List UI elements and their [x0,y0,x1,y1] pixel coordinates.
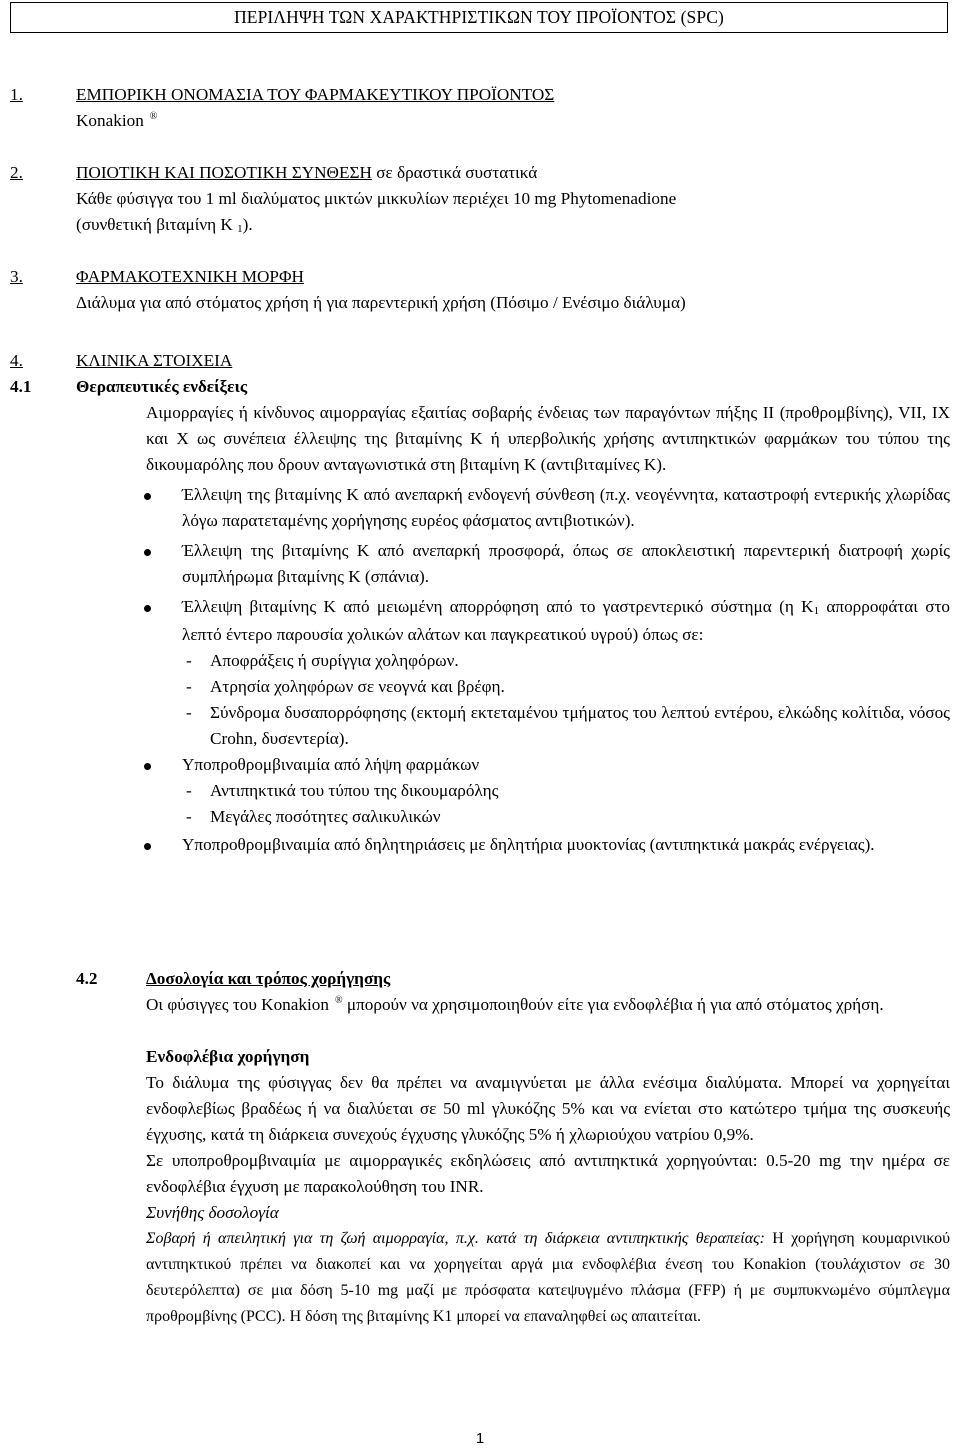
list-item: Υποπροθρομβιναιμία από λήψη φαρμάκων [10,752,950,778]
list-item: - Αποφράξεις ή συρίγγια χοληφόρων. [186,651,459,670]
bullet-icon [144,493,151,500]
composition-line-2: (συνθετική βιταμίνη K $_1$). [76,215,253,235]
section-4-2-number: 4.2 [76,969,98,988]
list-item: Υποπροθρομβιναιμία από δηλητηριάσεις με δηλητήρια μυοκτονίας (αντιπηκτικά μακράς ενέργειας). [10,832,950,858]
section-1 [10,82,950,134]
section-4-number: 4. [10,351,23,370]
document-title: ΠΕΡΙΛΗΨΗ ΤΩΝ ΧΑΡΑΚΤΗΡΙΣΤΙΚΩΝ ΤΟΥ ΠΡΟΪΟΝΤΟΣ (SPC) [10,2,948,33]
section-2-number: 2. [10,163,23,182]
list-item: Έλλειψη βιταμίνης K από μειωμένη απορρόφηση από το γαστρεντερικό σύστημα (η $K_1$ απορροφάται στο λεπτό έντερο παρουσία χολικών αλάτων και παγκρεατικού υγρού) όπως σε: [10,594,950,648]
iv-heading: Ενδοφλέβια χορήγηση [146,1047,310,1066]
list-item: Έλλειψη της βιταμίνης K από ανεπαρκή προσφορά, όπως σε αποκλειστική παρεντερική διατροφή χωρίς συμπλήρωμα βιταμίνης K (σπάνια). [10,538,950,590]
product-name: Konakion [76,111,144,130]
section-2-heading: ΠΟΙΟΤΙΚΗ ΚΑΙ ΠΟΣΟΤΙΚΗ ΣΥΝΘΕΣΗ [76,163,372,182]
product-name-line [10,108,950,134]
section-4-1 [10,374,950,858]
section-1-heading: ΕΜΠΟΡΙΚΗ ΟΝΟΜΑΣΙΑ ΤΟΥ ΦΑΡΜΑΚΕΥΤΙΚΟΥ ΠΡΟΪΟΝΤΟΣ [76,85,555,104]
list-item: Έλλειψη της βιταμίνης K από ανεπαρκή ενδογενή σύνθεση (π.χ. νεογέννητα, καταστροφή εντερικής χλωρίδας λόγω παρατεταμένης χορήγησης ευρέος φάσματος αντιβιοτικών). [10,482,950,534]
list-item: - Μεγάλες ποσότητες σαλικυλικών [186,807,441,826]
registered-mark: ® [149,111,158,122]
section-4-1-heading: Θεραπευτικές ενδείξεις [76,377,248,396]
bullet-icon [144,843,151,850]
iv-paragraph-1: Το διάλυμα της φύσιγγας δεν θα πρέπει να αναμιγνύεται με άλλα ενέσιμα διαλύματα. Μπορεί να χορηγείται ενδοφλεβίως βραδέως ή να διαλύεται σε 50 ml γλυκόζης 5% και να ενίεται στο κατώτερο τμήμα της συσκευής έγχυσης, κατά τη διάρκεια συνεχούς έγχυσης γλυκόζης 5% ή χλωριούχου νατρίου 0,9%. [146,1073,950,1144]
section-1-number: 1. [10,85,23,104]
bullet-icon [144,549,151,556]
iv-paragraph-2: Σε υποπροθρομβιναιμία με αιμορραγικές εκδηλώσεις από αντιπηκτικά χορηγούνται: 0.5-20 mg την ημέρα σε ενδοφλέβια έγχυση με παρακολούθηση του INR. [146,1151,950,1196]
section-3-number: 3. [10,267,23,286]
list-item: - Ατρησία χοληφόρων σε νεογνά και βρέφη. [186,677,505,696]
registered-mark: ® [334,995,343,1006]
dosage-intro: Οι φύσιγγες του Konakion ® μπορούν να χρησιμοποιηθούν είτε για ενδοφλέβια ή για από στόματος χρήση. [146,995,884,1014]
page-number: 1 [475,1430,485,1447]
severe-bleeding-paragraph: Σοβαρή ή απειλητική για τη ζωή αιμορραγία, π.χ. κατά τη διάρκεια αντιπηκτικής θεραπείας: Η χορήγηση κουμαρινικού αντιπηκτικού πρέπει να διακοπεί και να χορηγείται αργά μια ενδοφλέβια ένεση του Konakion (τουλάχιστον σε 30 δευτερόλεπτα) σε μια δόση 5-10 mg μαζί με πρόσφατα κατεψυγμένο πλάσμα (FFP) ή με συμπυκνωμένο σύμπλεγμα προθρομβίνης (PCC). Η δόση της βιταμίνης K1 μπορεί να επαναληφθεί ως απαιτείται. [146,1230,950,1325]
section-4-1-number: 4.1 [10,377,32,396]
list-item: - Αντιπηκτικά του τύπου της δικουμαρόλης [186,781,499,800]
bullet-icon [144,763,151,770]
section-4 [10,348,950,374]
bullet-icon [144,605,151,612]
section-4-heading: ΚΛΙΝΙΚΑ ΣΤΟΙΧΕΙΑ [76,351,233,370]
indications-intro: Αιμορραγίες ή κίνδυνος αιμορραγίας εξαιτίας σοβαρής ένδειας των παραγόντων πήξης II (προθρομβίνης), VII, IX και X ως συνέπεια έλλειψης της βιταμίνης K ή υπερβολικής χρήσης αντιπηκτικών φαρμάκων του τύπου της δικουμαρόλης που δρουν ανταγωνιστικά στη βιταμίνη K (αντιβιταμίνες K). [146,403,950,474]
section-2 [10,160,950,240]
list-item: - Σύνδρομα δυσαπορρόφησης (εκτομή εκτεταμένου τμήματος του λεπτού εντέρου, ελκώδης κολίτιδα, νόσος Crohn, δυσεντερία). [186,703,950,748]
section-3 [10,264,950,316]
usual-dose-heading: Συνήθης δοσολογία [146,1203,279,1222]
section-4-2 [10,966,950,1330]
section-4-2-heading: Δοσολογία και τρόπος χορήγησης [146,969,391,988]
pharmaceutical-form-text: Διάλυμα για από στόματος χρήση ή για παρεντερική χρήση (Πόσιμο / Ενέσιμο διάλυμα) [76,293,686,312]
section-2-heading-suffix: σε δραστικά συστατικά [371,163,538,182]
section-3-heading: ΦΑΡΜΑΚΟΤΕΧΝΙΚΗ ΜΟΡΦΗ [76,267,304,286]
composition-line-1: Κάθε φύσιγγα του 1 ml διαλύματος μικτών μικκυλίων περιέχει 10 mg Phytomenadione [76,189,677,208]
